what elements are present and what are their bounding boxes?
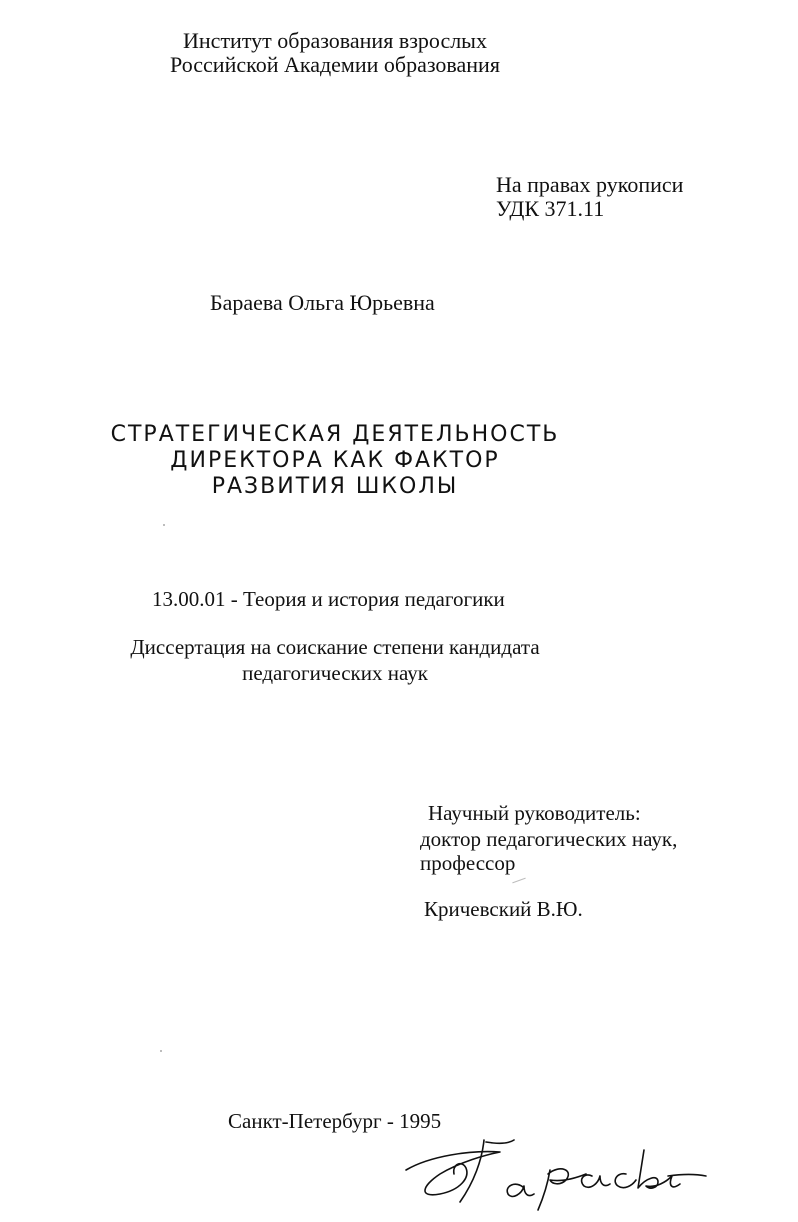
specialty-code: 13.00.01 - Теория и история педагогики xyxy=(152,587,505,611)
institution-line-2: Российской Академии образования xyxy=(170,52,500,77)
dissertation-title-line-1: СТРАТЕГИЧЕСКАЯ ДЕЯТЕЛЬНОСТЬ xyxy=(110,422,560,447)
handwritten-signature xyxy=(400,1130,710,1215)
manuscript-rights: На правах рукописи xyxy=(496,172,684,197)
author-name: Бараева Ольга Юрьевна xyxy=(210,290,435,315)
dissertation-title-line-2: ДИРЕКТОРА КАК ФАКТОР xyxy=(170,448,500,473)
scan-speck xyxy=(163,524,165,526)
institution-line-1: Институт образования взрослых xyxy=(183,28,487,53)
supervisor-name: Кричевский В.Ю. xyxy=(424,897,583,921)
city-year: Санкт-Петербург - 1995 xyxy=(228,1109,442,1133)
dissertation-title-line-3: РАЗВИТИЯ ШКОЛЫ xyxy=(211,474,459,499)
scan-speck xyxy=(160,1050,162,1052)
degree-statement-line-1: Диссертация на соискание степени кандидата xyxy=(130,635,540,659)
supervisor-degree: доктор педагогических наук, xyxy=(420,827,678,851)
supervisor-label: Научный руководитель: xyxy=(428,801,641,825)
supervisor-rank: профессор xyxy=(420,851,516,875)
degree-statement-line-2: педагогических наук xyxy=(242,661,428,685)
scan-speck xyxy=(512,878,525,884)
udc-code: УДК 371.11 xyxy=(496,196,605,221)
